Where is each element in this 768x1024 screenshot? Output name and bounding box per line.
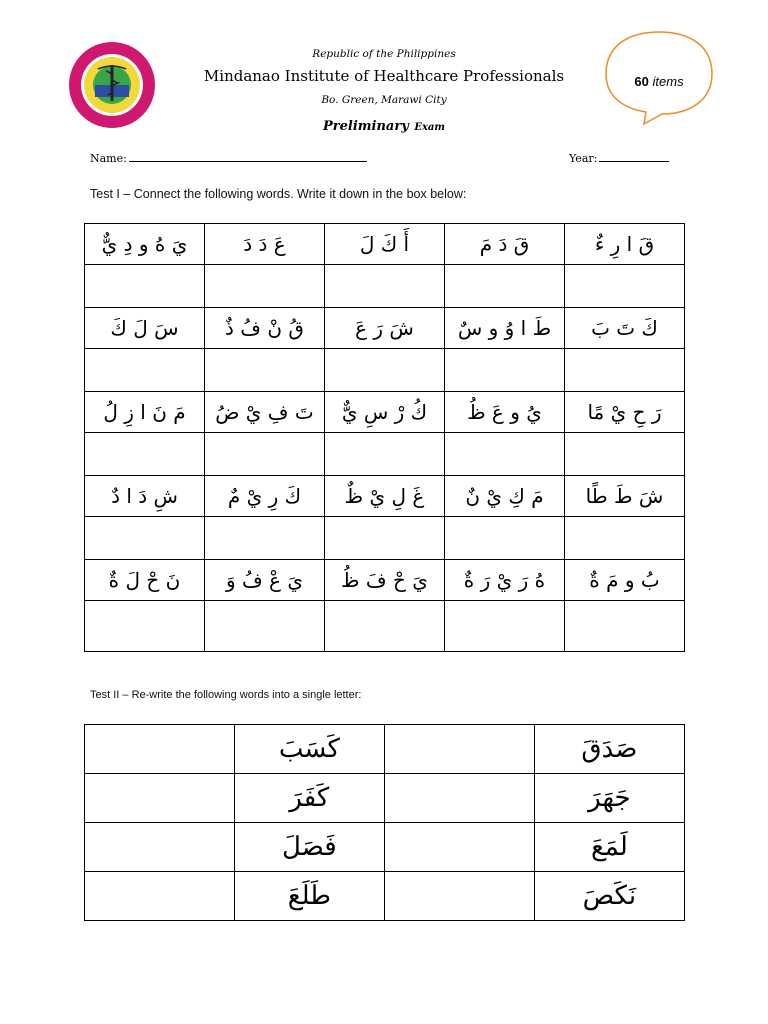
test1-word: قَ ا رِ ءٌ — [564, 224, 684, 265]
test1-table — [84, 223, 685, 652]
test1-answer-box[interactable] — [85, 265, 205, 308]
test1-word: كَ تَ بَ — [564, 308, 684, 349]
test1-word-row — [85, 392, 685, 433]
test2-answer-box[interactable] — [385, 823, 535, 872]
test1-answer-row — [85, 601, 685, 652]
test1-word: بُ و مَ ةٌ — [564, 560, 684, 601]
test1-answer-row — [85, 517, 685, 560]
test1-answer-box[interactable] — [85, 433, 205, 476]
test2-word: طَلَعَ — [234, 872, 384, 921]
year-label: Year: — [569, 152, 598, 165]
year-blank[interactable] — [599, 150, 669, 162]
exam-word-2: Exam — [414, 122, 445, 133]
test1-answer-box[interactable] — [324, 601, 444, 652]
republic-line: Republic of the Philippines — [312, 48, 456, 60]
test1-word: يَ هُ و دِ يٌّ — [85, 224, 205, 265]
test2-instruction: Test II – Re-write the following words into a single letter: — [90, 689, 362, 701]
test1-answer-box[interactable] — [324, 517, 444, 560]
test2-row — [85, 872, 685, 921]
test1-word: هُ رَ يْ رَ ةٌ — [444, 560, 564, 601]
test1-word: تَ فِ يْ ضُ — [205, 392, 325, 433]
test1-answer-box[interactable] — [564, 517, 684, 560]
test1-word: رَ حِ يْ مًا — [564, 392, 684, 433]
test1-answer-box[interactable] — [564, 265, 684, 308]
test1-answer-box[interactable] — [85, 349, 205, 392]
test1-word: نَ حْ لَ ةٌ — [85, 560, 205, 601]
test1-word-row — [85, 224, 685, 265]
test2-answer-box[interactable] — [385, 872, 535, 921]
test1-word: غَ لِ يْ ظٌ — [324, 476, 444, 517]
test1-answer-row — [85, 349, 685, 392]
test1-word: قُ نْ فُ ذٌ — [205, 308, 325, 349]
year-field — [569, 150, 669, 165]
test1-word: سَ لَ كَ — [85, 308, 205, 349]
test2-word: لَمَعَ — [534, 823, 684, 872]
test1-answer-box[interactable] — [205, 517, 325, 560]
test2-word: جَهَرَ — [534, 774, 684, 823]
test1-answer-box[interactable] — [324, 265, 444, 308]
test1-word: عَ دَ دَ — [205, 224, 325, 265]
test2-word: صَدَقَ — [534, 725, 684, 774]
test2-row — [85, 725, 685, 774]
item-unit: items — [652, 74, 684, 89]
test1-answer-box[interactable] — [324, 349, 444, 392]
test1-word: كُ رْ سِ يٌّ — [324, 392, 444, 433]
test1-answer-box[interactable] — [444, 601, 564, 652]
test2-word: كَسَبَ — [234, 725, 384, 774]
name-blank[interactable] — [129, 150, 367, 162]
test1-answer-box[interactable] — [205, 349, 325, 392]
test1-answer-box[interactable] — [444, 349, 564, 392]
test1-answer-row — [85, 265, 685, 308]
test1-word: قَ دَ مَ — [444, 224, 564, 265]
test1-word-row — [85, 308, 685, 349]
test1-answer-box[interactable] — [205, 265, 325, 308]
test2-word: نَكَصَ — [534, 872, 684, 921]
test1-answer-box[interactable] — [444, 517, 564, 560]
test1-word: شَ رَ عَ — [324, 308, 444, 349]
test1-word: طَ ا وُ و سٌ — [444, 308, 564, 349]
test1-word-row — [85, 476, 685, 517]
test1-word: يَ حْ فَ ظُ — [324, 560, 444, 601]
institute-title: Mindanao Institute of Healthcare Professionals — [203, 67, 565, 85]
test1-word-row — [85, 560, 685, 601]
test1-word: مَ نَ ا زِ لُ — [85, 392, 205, 433]
test1-answer-row — [85, 433, 685, 476]
test1-answer-box[interactable] — [85, 517, 205, 560]
test1-answer-box[interactable] — [205, 433, 325, 476]
test2-answer-box[interactable] — [85, 872, 235, 921]
test1-answer-box[interactable] — [564, 601, 684, 652]
test2-answer-box[interactable] — [385, 774, 535, 823]
exam-word-1: Preliminary — [323, 119, 409, 134]
test1-word: شَ طَ طًا — [564, 476, 684, 517]
test2-answer-box[interactable] — [85, 774, 235, 823]
test1-word: مَ كِ يْ نٌ — [444, 476, 564, 517]
test2-answer-box[interactable] — [85, 725, 235, 774]
test1-word: يُ و عَ ظُ — [444, 392, 564, 433]
test2-row — [85, 774, 685, 823]
test1-answer-box[interactable] — [205, 601, 325, 652]
item-count: 60 — [634, 74, 649, 89]
test1-answer-box[interactable] — [564, 349, 684, 392]
name-field — [90, 150, 367, 165]
test1-word: يَ عْ فُ وَ — [205, 560, 325, 601]
test2-table — [84, 724, 685, 921]
name-label: Name: — [90, 152, 127, 165]
test2-answer-box[interactable] — [85, 823, 235, 872]
test2-word: فَصَلَ — [234, 823, 384, 872]
test1-answer-box[interactable] — [444, 433, 564, 476]
test1-word: شِ دَ ا دٌ — [85, 476, 205, 517]
test1-answer-box[interactable] — [444, 265, 564, 308]
item-count-bubble — [600, 28, 718, 128]
test1-instruction: Test I – Connect the following words. Write it down in the box below: — [90, 187, 467, 201]
test1-answer-box[interactable] — [324, 433, 444, 476]
test1-answer-box[interactable] — [85, 601, 205, 652]
institute-address: Bo. Green, Marawi City — [321, 94, 447, 106]
test2-word: كَفَرَ — [234, 774, 384, 823]
test2-answer-box[interactable] — [385, 725, 535, 774]
test1-word: أَ كَ لَ — [324, 224, 444, 265]
test1-answer-box[interactable] — [564, 433, 684, 476]
test1-word: كَ رِ يْ مٌ — [205, 476, 325, 517]
test2-row — [85, 823, 685, 872]
